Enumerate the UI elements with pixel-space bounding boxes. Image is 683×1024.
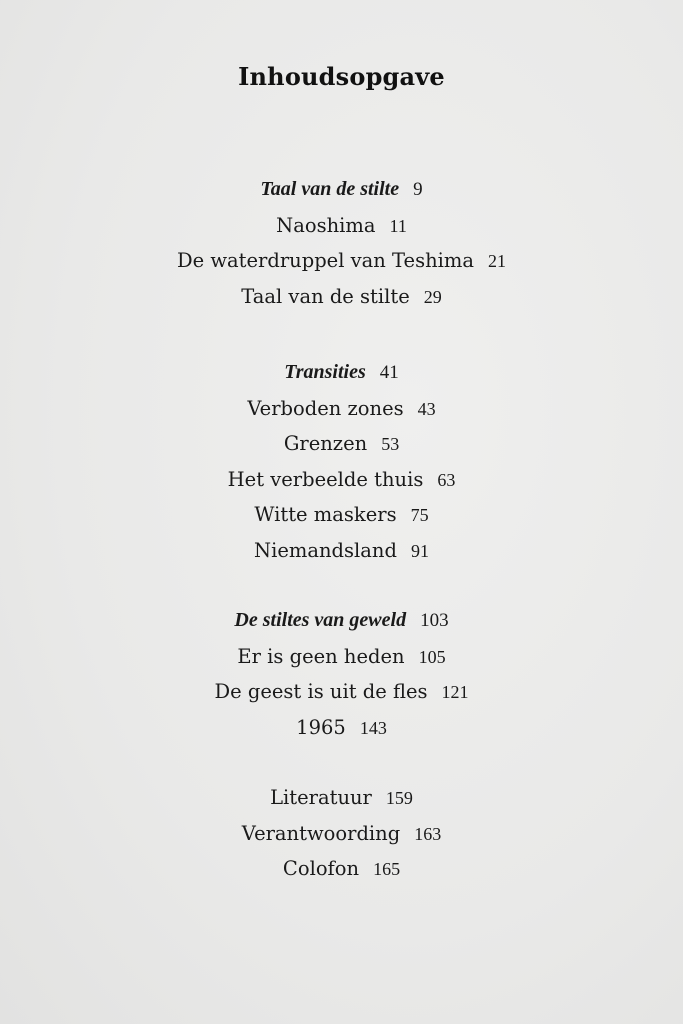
entry-page-number: 29 bbox=[423, 286, 442, 307]
section-title: Taal van de stilte bbox=[260, 178, 400, 200]
section-title: De stiltes van geweld bbox=[234, 609, 407, 631]
entry-title: Witte maskers bbox=[254, 503, 397, 526]
toc-entry bbox=[0, 426, 683, 462]
toc-part-1 bbox=[0, 172, 683, 314]
toc-entry bbox=[0, 208, 683, 244]
section-page-number: 103 bbox=[420, 610, 449, 631]
entry-page-number: 91 bbox=[410, 540, 429, 561]
entry-title: Naoshima bbox=[276, 213, 376, 237]
entry-title: Verboden zones bbox=[247, 396, 404, 420]
entry-page-number: 165 bbox=[373, 859, 401, 879]
section-page-number: 41 bbox=[379, 362, 399, 383]
toc-entry bbox=[0, 639, 683, 675]
entry-page-number: 21 bbox=[488, 251, 507, 271]
toc-section-heading bbox=[0, 603, 683, 639]
entry-title: Colofon bbox=[282, 857, 360, 880]
toc-entry bbox=[0, 533, 683, 569]
entry-page-number: 159 bbox=[385, 788, 413, 808]
entry-title: Er is geen heden bbox=[237, 644, 405, 668]
toc-part-3 bbox=[0, 603, 683, 745]
entry-page-number: 43 bbox=[417, 398, 436, 419]
toc-entry bbox=[0, 674, 683, 710]
entry-page-number: 63 bbox=[437, 469, 456, 490]
entry-title: Literatuur bbox=[270, 786, 372, 809]
toc-entry bbox=[0, 462, 683, 498]
toc-entry bbox=[0, 816, 683, 852]
toc-entry bbox=[0, 243, 683, 279]
entry-page-number: 53 bbox=[381, 434, 400, 454]
toc-entry bbox=[0, 279, 683, 315]
entry-title: 1965 bbox=[296, 715, 346, 739]
toc-entry bbox=[0, 710, 683, 746]
entry-page-number: 11 bbox=[389, 215, 407, 236]
toc-back-matter bbox=[0, 780, 683, 887]
toc-part-2 bbox=[0, 355, 683, 568]
entry-page-number: 163 bbox=[414, 823, 442, 844]
entry-page-number: 143 bbox=[359, 717, 387, 738]
toc-section-heading bbox=[0, 355, 683, 391]
entry-title: Taal van de stilte bbox=[241, 284, 410, 308]
section-page-number: 9 bbox=[413, 179, 423, 200]
section-title: Transities bbox=[284, 361, 366, 383]
entry-title: Niemandsland bbox=[254, 538, 397, 562]
entry-title: Verantwoording bbox=[241, 821, 401, 845]
entry-page-number: 121 bbox=[441, 682, 469, 702]
entry-title: Grenzen bbox=[283, 432, 368, 455]
toc-entry bbox=[0, 851, 683, 887]
toc-entry bbox=[0, 391, 683, 427]
entry-title: Het verbeelde thuis bbox=[227, 467, 424, 491]
toc-entry bbox=[0, 780, 683, 816]
entry-title: De waterdruppel van Teshima bbox=[176, 249, 475, 272]
toc-entry bbox=[0, 497, 683, 533]
page-title: Inhoudsopgave bbox=[238, 62, 445, 91]
entry-page-number: 75 bbox=[410, 505, 429, 525]
entry-page-number: 105 bbox=[418, 646, 446, 667]
toc-section-heading bbox=[0, 172, 683, 208]
entry-title: De geest is uit de fles bbox=[214, 680, 428, 703]
